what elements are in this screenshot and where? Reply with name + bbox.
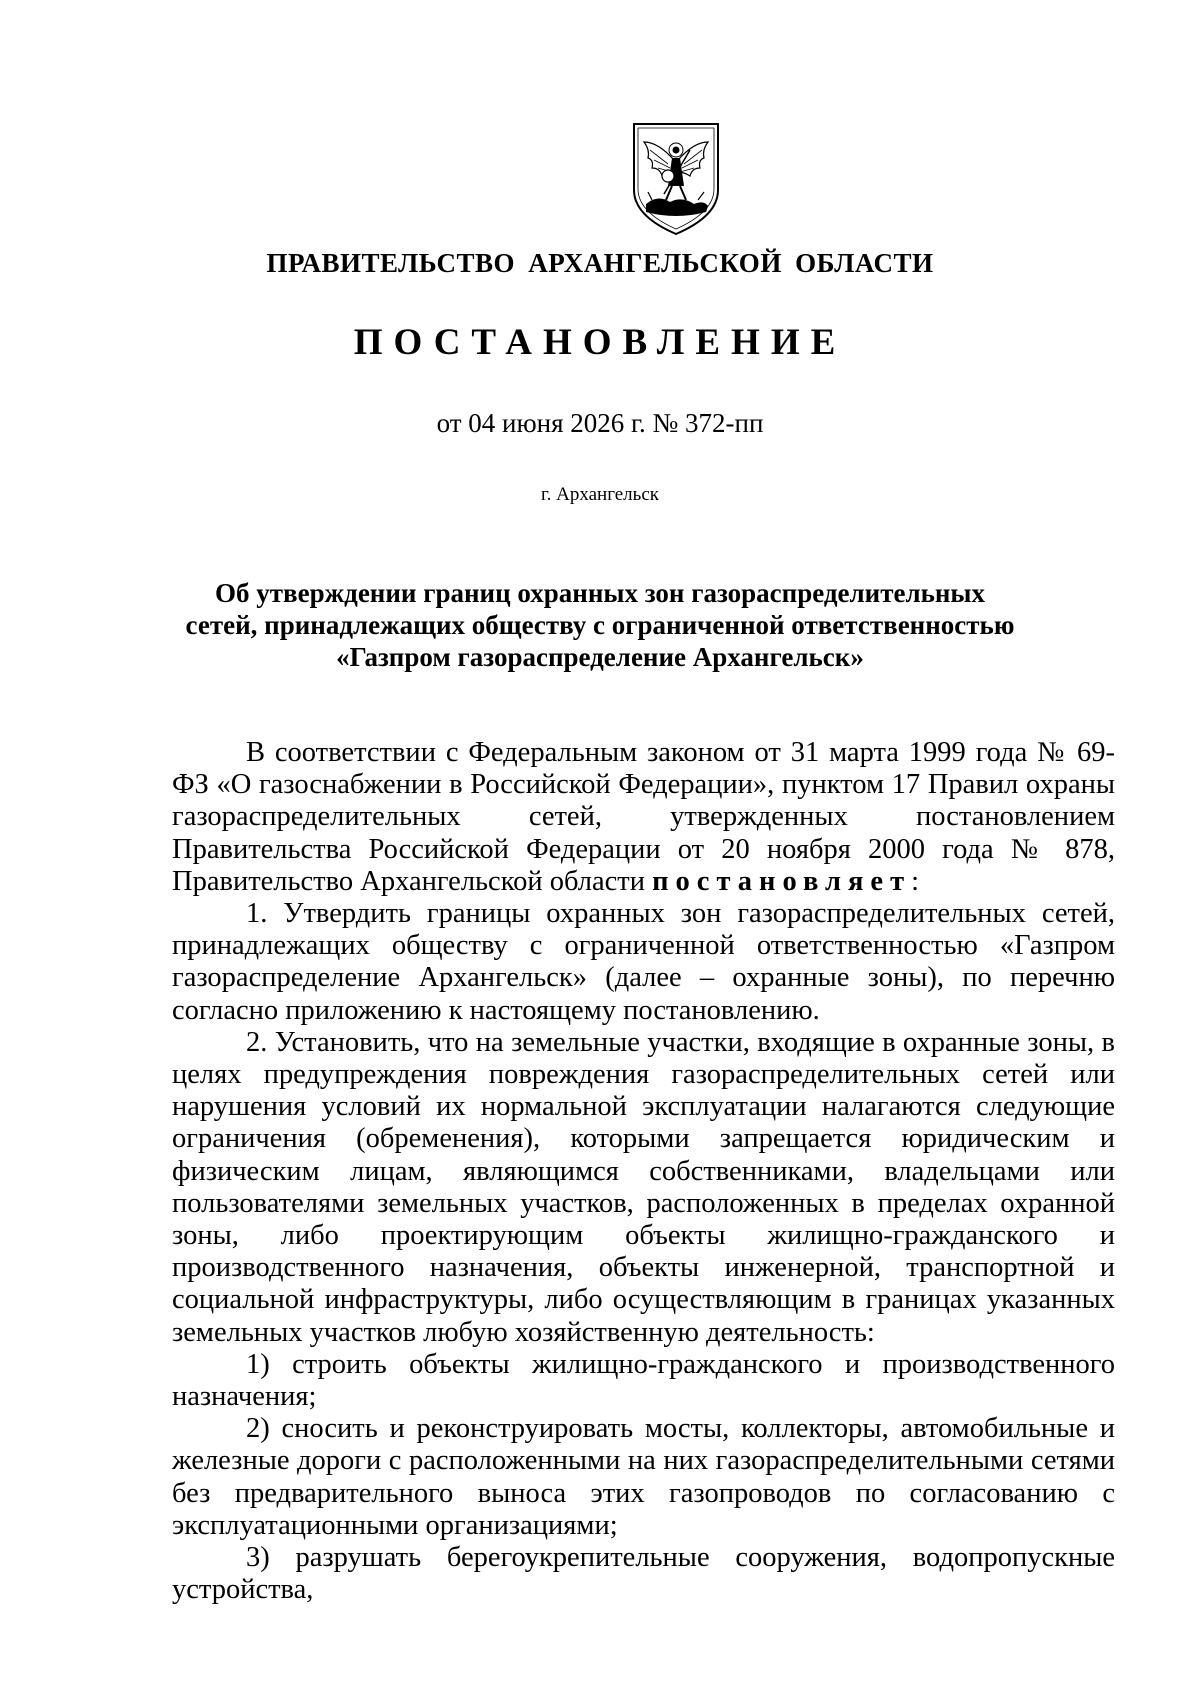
body-paragraph: 1. Утвердить границы охранных зон газораспределительных сетей, принадлежащих обществу с ограниченной ответственностью «Газпром газораспределение Архангельск» (далее – охранные зоны), по перечню согласно приложению к настоящему постановлению. bbox=[172, 898, 1115, 1026]
document-body bbox=[172, 737, 1115, 1606]
body-paragraph: 2) сносить и реконструировать мосты, коллекторы, автомобильные и железные дороги с расположенными на них газораспределительными сетями без предварительного выноса этих газопроводов по согласованию с эксплуатационными организациями; bbox=[172, 1413, 1115, 1541]
subject-line: сетей, принадлежащих обществу с ограниченной ответственностью bbox=[185, 610, 1015, 640]
preamble-text: В соответствии с Федеральным законом от 31 марта 1999 года № 69-ФЗ «О газоснабжении в Российской Федерации», пунктом 17 Правил охраны газораспределительных сетей, утвержденных постановлением Правительства Российской Федерации от 20 ноября 2000 года № 878, Правительство Архангельской области bbox=[172, 737, 1115, 897]
body-paragraph: 2. Установить, что на земельные участки, входящие в охранные зоны, в целях предупреждения повреждения газораспределительных сетей или нарушения условий их нормальной эксплуатации налагаются следующие ограничения (обременения), которыми запрещается юридическим и физическим лицам, являющимся собственниками, владельцами или пользователями земельных участков, расположенных в пределах охранной зоны, либо проектирующим объекты жилищно-гражданского и производственного назначения, объекты инженерной, транспортной и социальной инфраструктуры, либо осуществляющим в границах указанных земельных участков любую хозяйственную деятельность: bbox=[172, 1026, 1115, 1348]
arkhangelsk-coat-of-arms-icon bbox=[628, 120, 724, 238]
document-type-title: ПОСТАНОВЛЕНИЕ bbox=[353, 322, 847, 363]
subject-line: «Газпром газораспределение Архангельск» bbox=[336, 642, 864, 672]
preamble-paragraph bbox=[172, 737, 1115, 898]
body-paragraph: 1) строить объекты жилищно-гражданского и производственного назначения; bbox=[172, 1348, 1115, 1413]
subject-line: Об утверждении границ охранных зон газораспределительных bbox=[214, 578, 986, 608]
document-date-number: от 04 июня 2026 г. № 372-пп bbox=[436, 408, 764, 438]
decree-word: постановляет bbox=[652, 865, 912, 897]
decree-colon: : bbox=[911, 865, 919, 897]
document-subject bbox=[160, 577, 1040, 673]
body-paragraph: 3) разрушать берегоукрепительные сооружения, водопропускные устройства, bbox=[172, 1542, 1115, 1606]
document-place: г. Архангельск bbox=[540, 484, 659, 505]
government-title: ПРАВИТЕЛЬСТВО АРХАНГЕЛЬСКОЙ ОБЛАСТИ bbox=[266, 248, 934, 278]
